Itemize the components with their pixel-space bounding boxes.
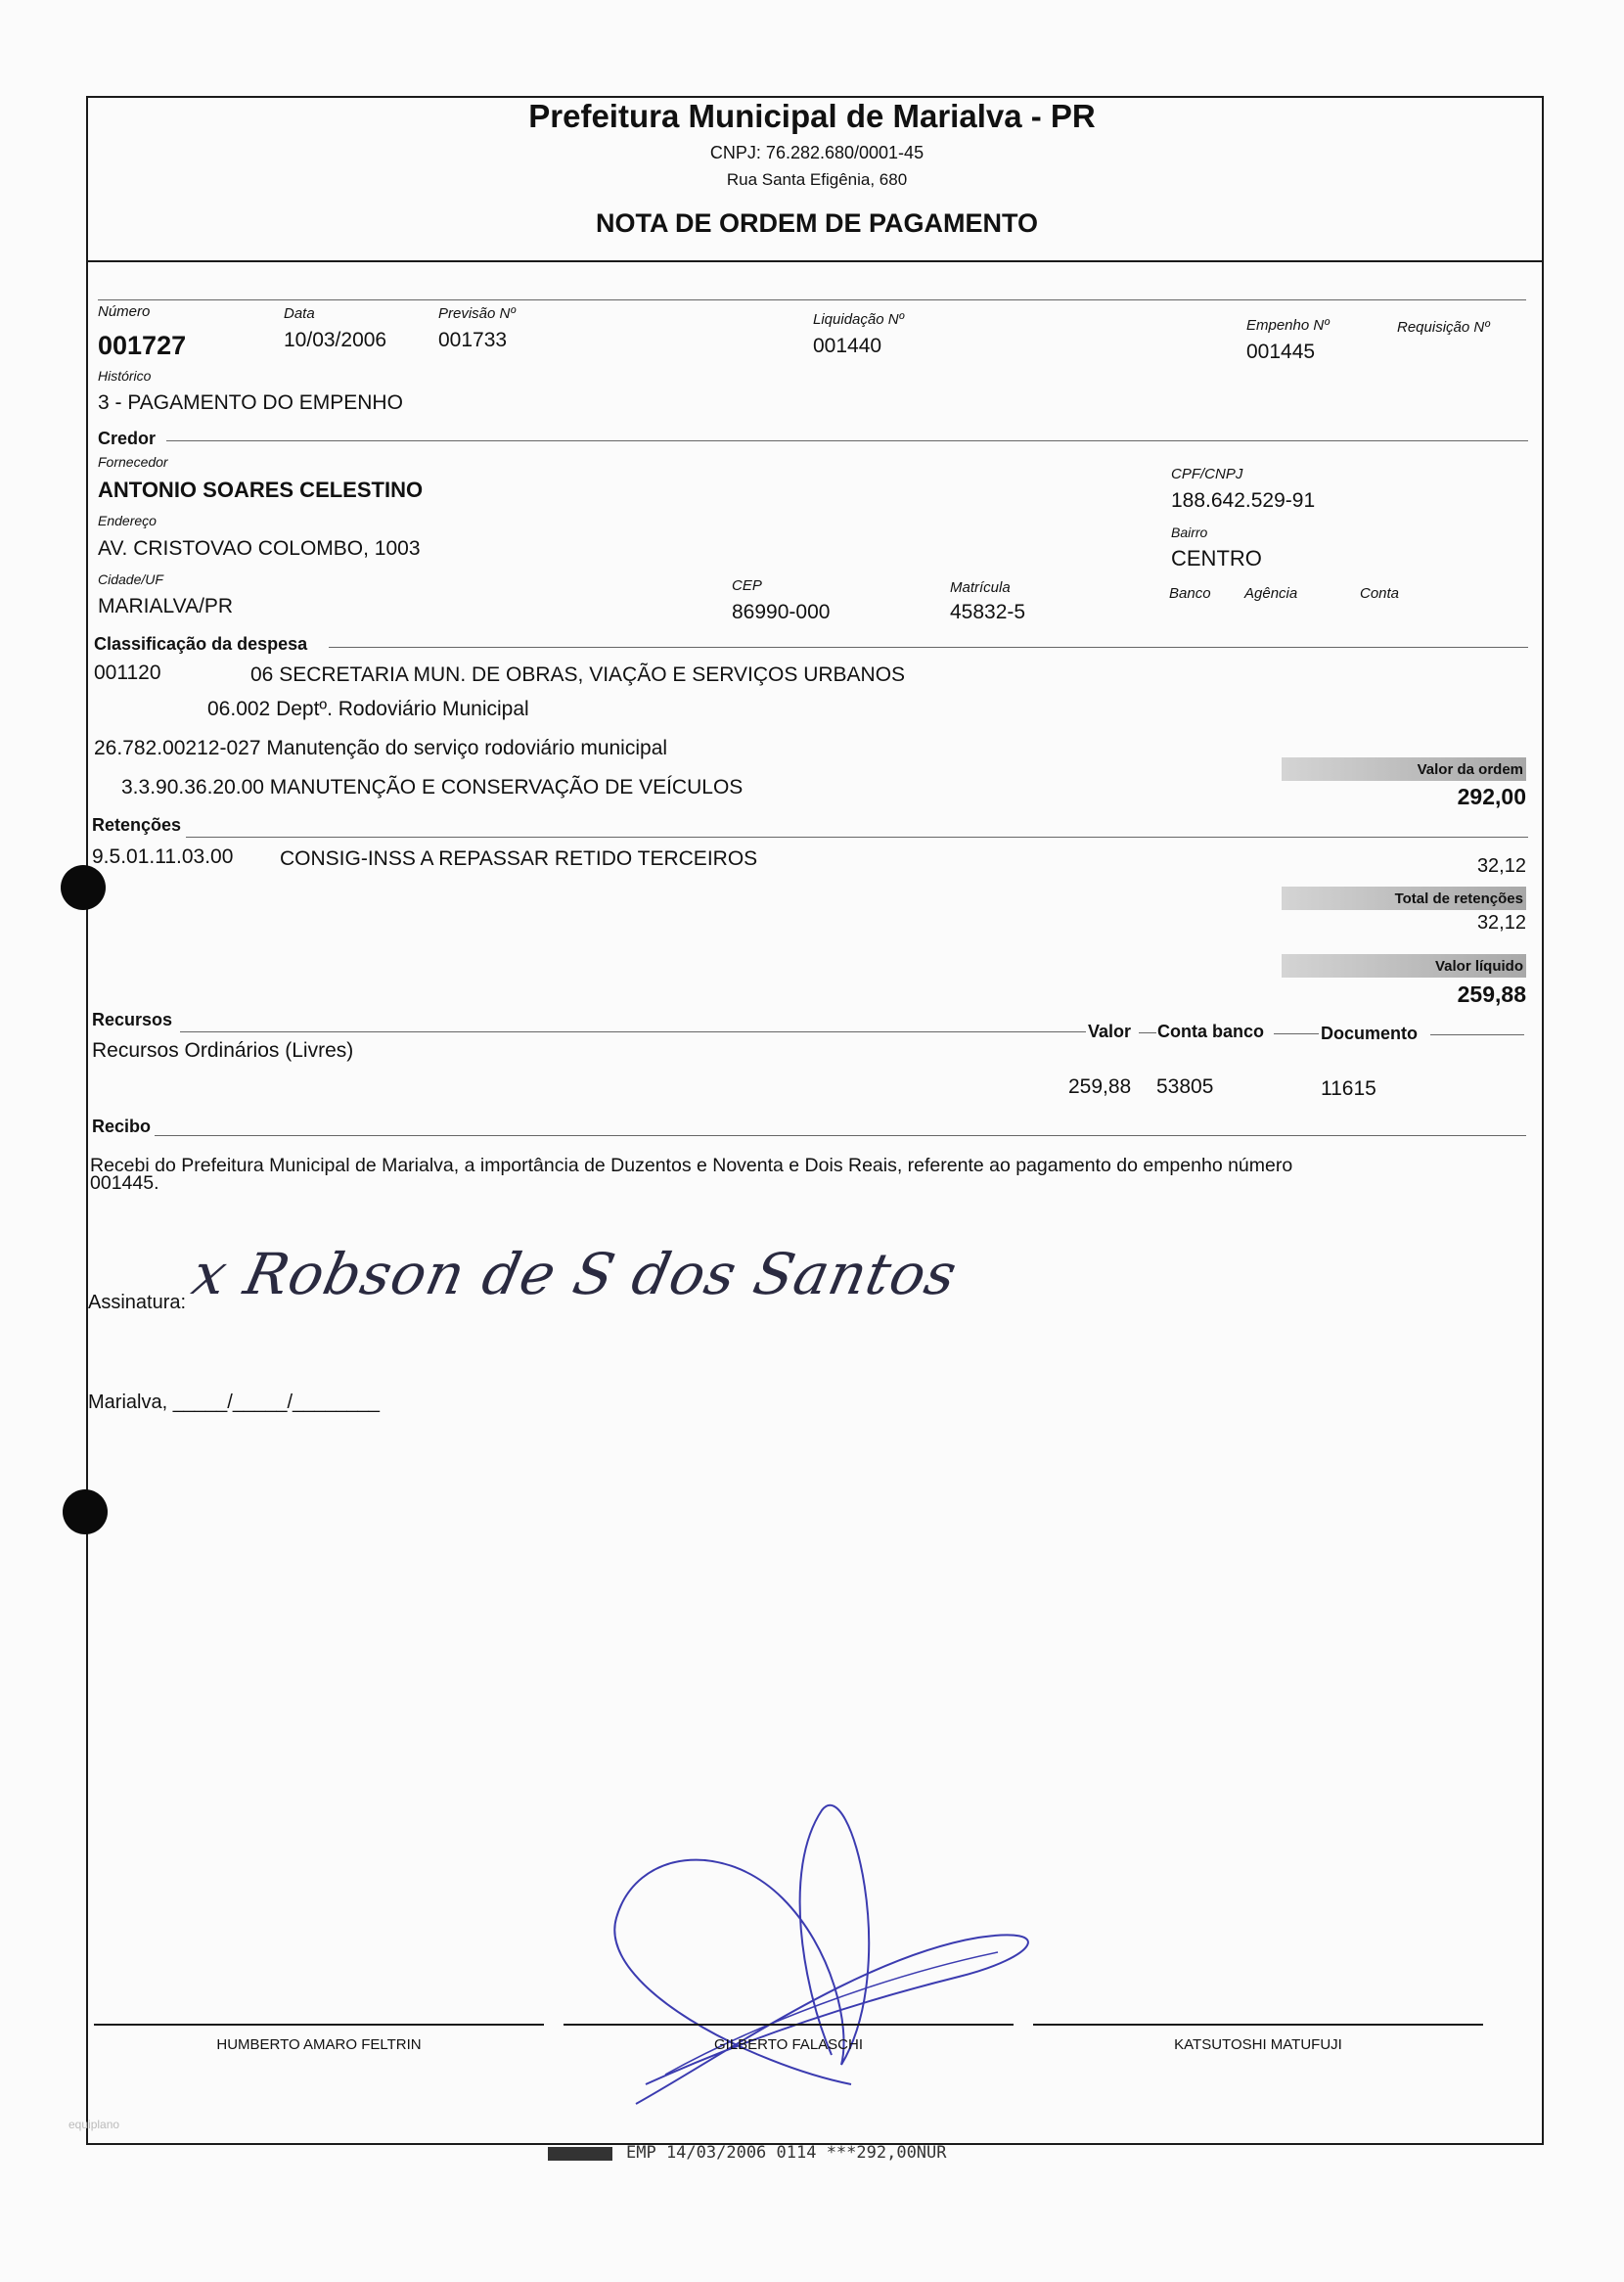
address-text: Rua Santa Efigênia, 680 bbox=[726, 170, 908, 189]
retencoes-section-title: Retenções bbox=[92, 815, 182, 835]
numero-label: Número bbox=[98, 303, 151, 320]
cnpj-text: CNPJ: 76.282.680/0001-45 bbox=[709, 143, 925, 162]
data-label: Data bbox=[284, 305, 315, 322]
assinatura-label: Assinatura: bbox=[88, 1292, 187, 1313]
cpf-label: CPF/CNPJ bbox=[1171, 466, 1243, 482]
retencao-code: 9.5.01.11.03.00 bbox=[92, 845, 234, 868]
header-sub-divider bbox=[98, 299, 1526, 300]
footer-stamp: EMP 14/03/2006 0114 ***292,00NUR bbox=[626, 2143, 947, 2163]
numero-value: 001727 bbox=[98, 331, 187, 360]
valor-ordem-value: 292,00 bbox=[1457, 784, 1526, 809]
classificacao-line1: 06 SECRETARIA MUN. DE OBRAS, VIAÇÃO E SERVIÇOS URBANOS bbox=[250, 663, 906, 686]
total-retencoes-value: 32,12 bbox=[1476, 912, 1526, 934]
recursos-documento: 11615 bbox=[1321, 1077, 1376, 1100]
recibo-section-title: Recibo bbox=[92, 1117, 152, 1136]
recursos-divider-2 bbox=[1139, 1032, 1156, 1033]
previsao-value: 001733 bbox=[438, 329, 508, 351]
document-title: NOTA DE ORDEM DE PAGAMENTO bbox=[595, 208, 1038, 238]
punch-hole-top bbox=[61, 865, 106, 910]
date-line: Marialva, _____/_____/________ bbox=[88, 1392, 381, 1413]
endereco-label: Endereço bbox=[98, 513, 157, 528]
footer-stamp-mark bbox=[548, 2147, 612, 2161]
historico-value: 3 - PAGAMENTO DO EMPENHO bbox=[98, 391, 403, 414]
header-divider bbox=[86, 260, 1544, 262]
matricula-value: 45832-5 bbox=[950, 601, 1026, 623]
valor-liquido-label: Valor líquido bbox=[1434, 958, 1523, 975]
classificacao-divider bbox=[329, 647, 1528, 648]
credor-divider bbox=[166, 440, 1528, 441]
fornecedor-label: Fornecedor bbox=[98, 454, 168, 470]
bairro-label: Bairro bbox=[1171, 525, 1208, 540]
cidade-label: Cidade/UF bbox=[98, 571, 163, 587]
cep-value: 86990-000 bbox=[732, 601, 831, 623]
authority-signature-scribble bbox=[607, 1791, 1057, 2123]
signature-line-2 bbox=[564, 2024, 1014, 2026]
agencia-label: Agência bbox=[1244, 585, 1298, 602]
signature-line-3 bbox=[1033, 2024, 1483, 2026]
handwritten-signature: x Robson de S dos Santos bbox=[186, 1241, 964, 1307]
signatory-3: KATSUTOSHI MATUFUJI bbox=[1174, 2036, 1342, 2053]
recibo-empenho: 001445. bbox=[90, 1172, 159, 1194]
retencoes-divider bbox=[186, 837, 1528, 838]
endereco-value: AV. CRISTOVAO COLOMBO, 1003 bbox=[98, 537, 421, 560]
requisicao-label: Requisição Nº bbox=[1397, 319, 1490, 336]
signature-line-1 bbox=[94, 2024, 544, 2026]
matricula-label: Matrícula bbox=[950, 579, 1011, 596]
recursos-valor-label: Valor bbox=[1088, 1022, 1132, 1041]
recursos-valor: 259,88 bbox=[1068, 1075, 1132, 1098]
recursos-conta-label: Conta banco bbox=[1157, 1022, 1265, 1041]
historico-label: Histórico bbox=[98, 368, 152, 384]
classificacao-line4: 3.3.90.36.20.00 MANUTENÇÃO E CONSERVAÇÃO DE VEÍCULOS bbox=[121, 776, 744, 799]
bairro-value: CENTRO bbox=[1171, 546, 1262, 570]
recursos-divider-3 bbox=[1274, 1033, 1319, 1034]
valor-liquido-value: 259,88 bbox=[1457, 981, 1526, 1007]
conta-label: Conta bbox=[1360, 585, 1400, 602]
previsao-label: Previsão Nº bbox=[438, 305, 516, 322]
recibo-divider bbox=[155, 1135, 1526, 1136]
liquidacao-label: Liquidação Nº bbox=[813, 311, 905, 328]
recursos-conta: 53805 bbox=[1156, 1075, 1214, 1098]
banco-label: Banco bbox=[1169, 585, 1211, 602]
recibo-text: Recebi do Prefeitura Municipal de Marialva, a importância de Duzentos e Noventa e Dois Reais, referente ao pagamento do empenho número bbox=[90, 1155, 1293, 1176]
classificacao-line2: 06.002 Deptº. Rodoviário Municipal bbox=[207, 698, 529, 720]
page-title: Prefeitura Municipal de Marialva - PR bbox=[528, 98, 1096, 134]
signatory-1: HUMBERTO AMARO FELTRIN bbox=[216, 2036, 422, 2053]
valor-ordem-label: Valor da ordem bbox=[1417, 761, 1523, 778]
recursos-section-title: Recursos bbox=[92, 1010, 173, 1029]
punch-hole-bottom bbox=[63, 1489, 108, 1534]
total-retencoes-label: Total de retenções bbox=[1394, 890, 1523, 907]
liquidacao-value: 001440 bbox=[813, 335, 882, 357]
classificacao-section-title: Classificação da despesa bbox=[94, 634, 308, 654]
data-value: 10/03/2006 bbox=[284, 329, 387, 351]
fornecedor-value: ANTONIO SOARES CELESTINO bbox=[98, 478, 424, 502]
retencao-valor: 32,12 bbox=[1476, 855, 1526, 877]
recursos-divider bbox=[180, 1031, 1086, 1032]
classificacao-line3: 26.782.00212-027 Manutenção do serviço rodoviário municipal bbox=[94, 737, 668, 759]
recursos-divider-4 bbox=[1430, 1034, 1524, 1035]
cidade-value: MARIALVA/PR bbox=[98, 595, 234, 617]
recursos-desc: Recursos Ordinários (Livres) bbox=[92, 1039, 354, 1062]
cpf-value: 188.642.529-91 bbox=[1171, 489, 1316, 512]
empenho-value: 001445 bbox=[1246, 341, 1316, 363]
corner-text: equiplano bbox=[68, 2118, 120, 2131]
retencao-desc: CONSIG-INSS A REPASSAR RETIDO TERCEIROS bbox=[280, 847, 758, 870]
cep-label: CEP bbox=[732, 577, 762, 594]
credor-section-title: Credor bbox=[98, 429, 157, 448]
recursos-documento-label: Documento bbox=[1321, 1024, 1418, 1043]
classificacao-code: 001120 bbox=[94, 662, 161, 684]
signatory-2: GILBERTO FALASCHI bbox=[714, 2036, 863, 2053]
empenho-label: Empenho Nº bbox=[1246, 317, 1330, 334]
